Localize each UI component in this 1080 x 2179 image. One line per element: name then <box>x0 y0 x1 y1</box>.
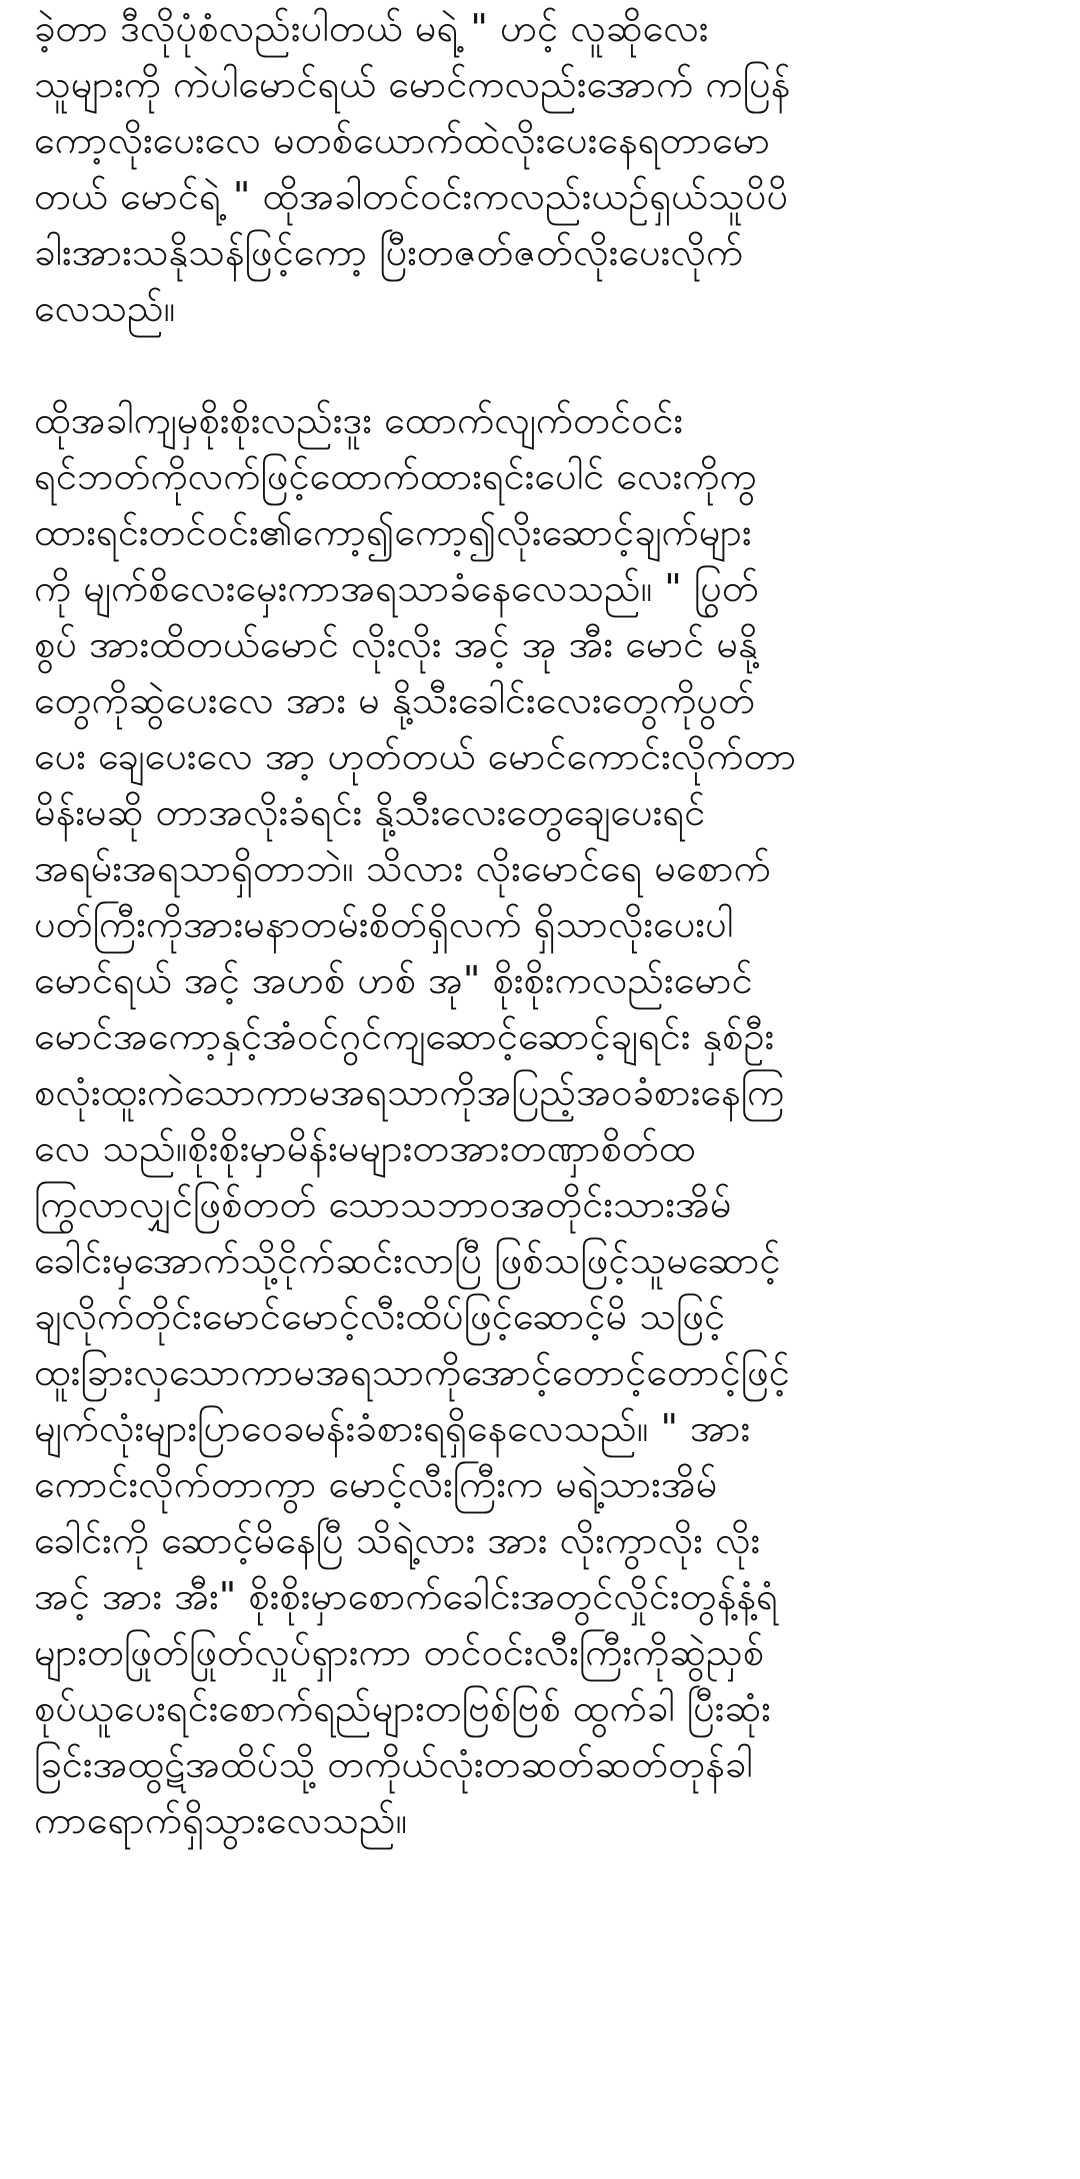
paragraph-2: ထိုအခါကျမှစိုးစိုးလည်းဒူး ထောက်လျက်တင်ဝင်း ရင်ဘတ်ကိုလက်ဖြင့်ထောက်ထားရင်းပေါင် လေးကိုကွ ထားရင်းတင်ဝင်း၏ကော့၍ကော့၍လိုးဆောင့်ချက်များ ကို မျက်စိလေးမှေးကာအရသာခံနေလေသည်။ " ပြွတ် စွပ် အားထိတယ်မောင် လိုးလိုး အင့် အု အီး မောင် မနို့ တွေကိုဆွဲပေးလေ အား မ နို့သီးခေါင်းလေးတွေကိုပွတ် ပေး ချေပေးလေ အာ့ ဟုတ်တယ် မောင်ကောင်းလိုက်တာ မိန်းမဆို တာအလိုးခံရင်း နို့သီးလေးတွေချေပေးရင် အရမ်းအရသာရှိတာဘဲ။ သိလား လိုးမောင်ရေ မစောက် ပတ်ကြီးကိုအားမနာတမ်းစိတ်ရှိလက် ရှိသာလိုးပေးပါ မောင်ရယ် အင့် အဟစ် ဟစ် အု" စိုးစိုးကလည်းမောင် မောင်အကော့နှင့်အံဝင်ဂွင်ကျဆောင့်ဆောင့်ချရင်း နှစ်ဦး စလုံးထူးကဲသောကာမအရသာကိုအပြည့်အဝခံစားနေကြ လေ သည်။စိုးစိုးမှာမိန်းမများတအားတဏှာစိတ်ထ ကြွလာလျှင်ဖြစ်တတ် သောသဘာဝအတိုင်းသားအိမ် ခေါင်းမှအောက်သို့ငိုက်ဆင်းလာပြီ ဖြစ်သဖြင့်သူမဆောင့် ချလိုက်တိုင်းမောင်မောင့်လီးထိပ်ဖြင့်ဆောင့်မိ သဖြင့် ထူးခြားလှသောကာမအရသာကိုအောင့်တောင့်တောင့်ဖြင့် မျက်လုံးများပြာဝေခမန်းခံစားရရှိနေလေသည်။ " အား ကောင်းလိုက်တာကွာ မောင့်လီးကြီးက မရဲ့သားအိမ် ခေါင်းကို ဆောင့်မိနေပြီ သိရဲ့လား အား လိုးကွာလိုး လိုး အင့် အား အီး" စိုးစိုးမှာစောက်ခေါင်းအတွင်လှိုင်းတွန့်နံ့ရံ များတဖြုတ်ဖြုတ်လှုပ်ရှားကာ တင်ဝင်းလီးကြီးကိုဆွဲညှစ် စုပ်ယူပေးရင်းစောက်ရည်များတဗြစ်ဗြစ် ထွက်ခါ ပြီးဆုံး ခြင်းအထွဋ်အထိပ်သို့ တကိုယ်လုံးတဆတ်ဆတ်တုန်ခါ ကာရောက်ရှိသွားလေသည်။ <box>34 398 797 1842</box>
article-body <box>34 0 1064 1848</box>
paragraph-1: ခဲ့တာ ဒီလိုပုံစံလည်းပါတယ် မရဲ့ " ဟင့် လူဆိုလေး သူများကို ကဲပါမောင်ရယ် မောင်ကလည်းအောက် ကပြန် ကော့လိုးပေးလေ မတစ်ယောက်ထဲလိုးပေးနေရတာမော တယ် မောင်ရဲ့ " ထိုအခါတင်ဝင်းကလည်းယဉ်ရှယ်သူပိပိ ခါးအားသနိုသန်ဖြင့်ကော့ ပြီးတဇတ်ဇတ်လိုးပေးလိုက် လေသည်။ <box>34 6 791 330</box>
